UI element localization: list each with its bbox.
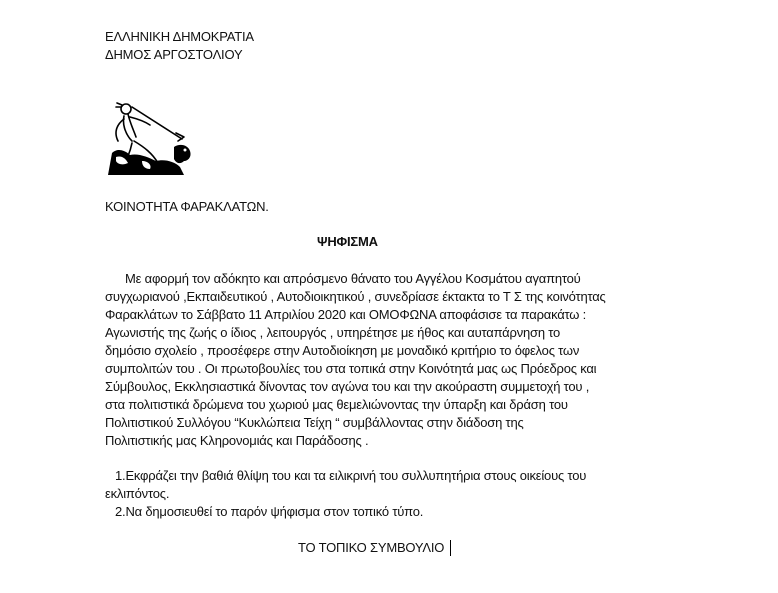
signature: ΤΟ ΤΟΠΙΚΟ ΣΥΜΒΟΥΛΙΟ — [298, 540, 445, 555]
document-title: ΨΗΦΙΣΜΑ — [317, 234, 378, 249]
body-line: Πολιτιστικής μας Κληρονομιάς και Παράδοσης . — [105, 433, 369, 448]
point-1: 1.Εκφράζει την βαθιά θλίψη του και τα ειλικρινή του συλλυπητήρια στους οικείους του — [115, 468, 587, 483]
point-1-continuation: εκλιπόντος. — [105, 486, 170, 501]
text-cursor — [450, 540, 451, 556]
body-line: δημόσιο σχολείο , προσέφερε στην Αυτοδιοίκηση με μοναδικό κριτήριο το όφελος των — [105, 343, 580, 358]
body-line: Πολιτιστικού Συλλόγου “Κυκλώπεια Τείχη “ συμβάλλοντας στην διάδοση της — [105, 415, 524, 430]
body-line: Φαρακλάτων το Σάββατο 11 Απριλίου 2020 και ΟΜΟΦΩΝΑ αποφάσισε τα παρακάτω : — [105, 307, 587, 322]
point-2: 2.Να δημοσιευθεί το παρόν ψήφισμα στον τοπικό τύπο. — [115, 504, 424, 519]
header-line-1: ΕΛΛΗΝΙΚΗ ΔΗΜΟΚΡΑΤΙΑ — [105, 29, 254, 44]
body-line: Με αφορμή τον αδόκητο και απρόσμενο θάνατο του Αγγέλου Κοσμάτου αγαπητού — [125, 271, 581, 286]
community-name: ΚΟΙΝΟΤΗΤΑ ΦΑΡΑΚΛΑΤΩΝ. — [105, 199, 269, 214]
body-line: συγχωριανού ,Εκπαιδευτικού , Αυτοδιοικητικού , συνεδρίασε έκτακτα το Τ Σ της κοινότητας — [105, 289, 606, 304]
body-line: στα πολιτιστικά δρώμενα του χωριού μας θεμελιώνοντας την ύπαρξη και δράση του — [105, 397, 568, 412]
body-line: Αγωνιστής της ζωής ο ίδιος , λειτουργός , υπηρέτησε με ήθος και αυταπάρνηση το — [105, 325, 561, 340]
body-line: συμπολιτών του . Οι πρωτοβουλίες του στα τοπικά στην Κοινότητά μας ως Πρόεδρος και — [105, 361, 597, 376]
body-line: Σύμβουλος, Εκκλησιαστικά δίνοντας τον αγώνα του και την ακούραστη συμμετοχή του , — [105, 379, 590, 394]
header-line-2: ΔΗΜΟΣ ΑΡΓΟΣΤΟΛΙΟΥ — [105, 47, 243, 62]
hermes-emblem-icon — [104, 95, 196, 183]
